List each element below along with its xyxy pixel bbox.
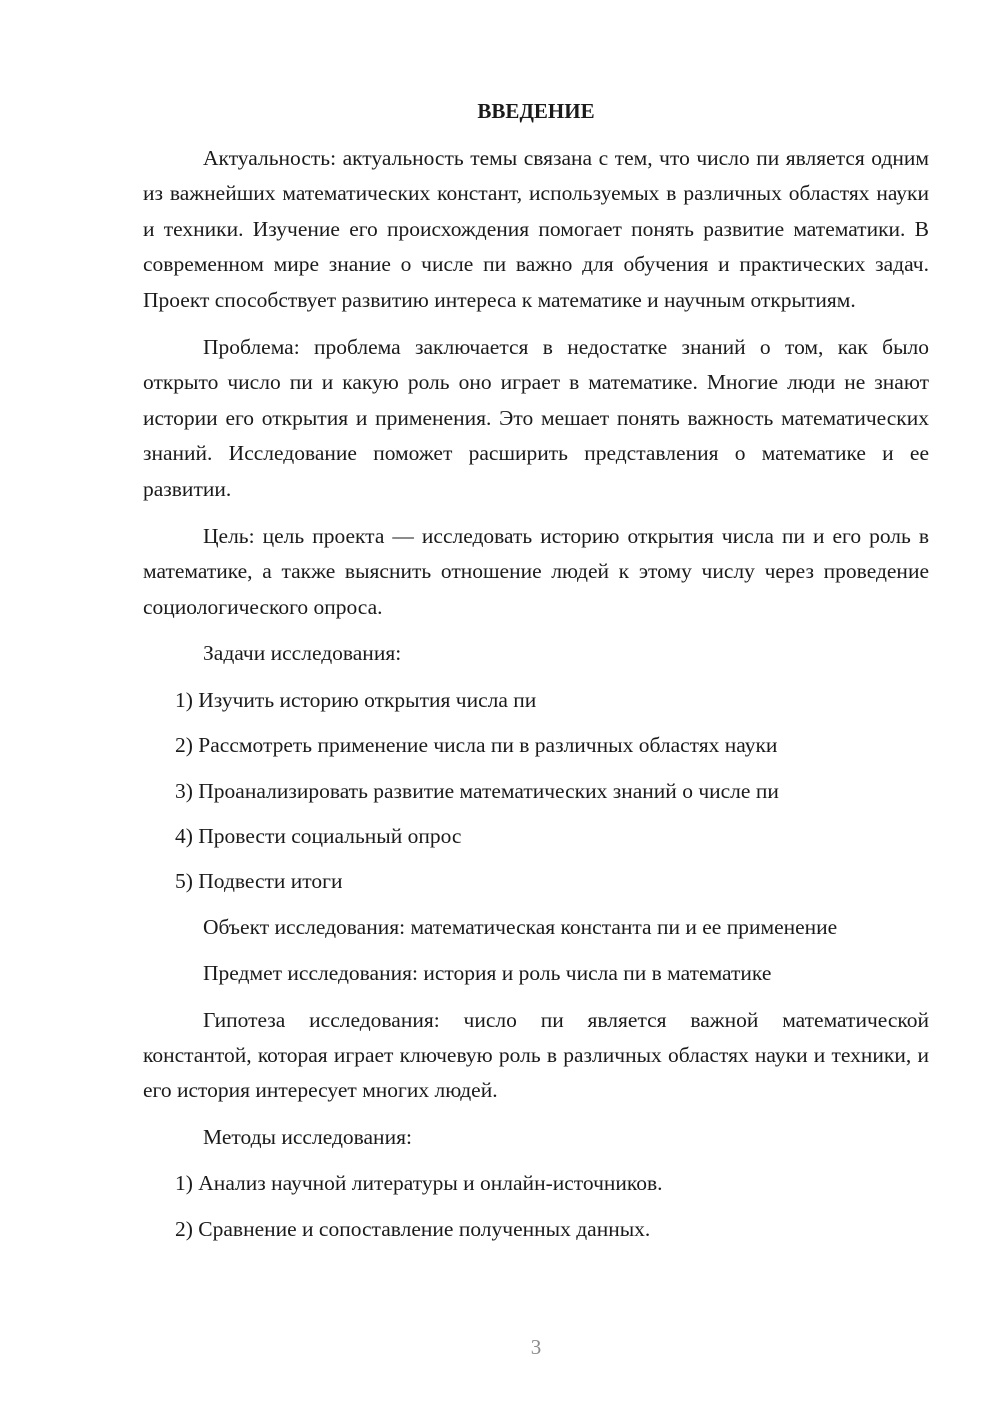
problem-paragraph: Проблема: проблема заключается в недостатке знаний о том, как было открыто число пи и какую роль оно играет в математике. Многие люди не знают истории его открытия и применения. Это мешает понять важность математических знаний. Исследование поможет расширить представления о математике и ее развитии. — [143, 335, 929, 501]
task-item: 1) Изучить историю открытия числа пи — [175, 687, 537, 712]
section-title: ВВЕДЕНИЕ — [477, 99, 595, 123]
tasks-heading: Задачи исследования: — [203, 641, 402, 666]
methods-heading: Методы исследования: — [203, 1124, 412, 1149]
task-item: 4) Провести социальный опрос — [175, 823, 462, 848]
document-body — [143, 141, 929, 1257]
method-item: 1) Анализ научной литературы и онлайн-источников. — [175, 1171, 663, 1196]
goal-paragraph: Цель: цель проекта — исследовать историю открытия числа пи и его роль в математике, а также выяснить отношение людей к этому числу через проведение социологического опроса. — [143, 524, 929, 619]
subject-paragraph: Предмет исследования: история и роль числа пи в математике — [203, 961, 772, 986]
object-paragraph: Объект исследования: математическая константа пи и ее применение — [203, 914, 838, 939]
task-item: 5) Подвести итоги — [175, 869, 343, 894]
page-number: 3 — [530, 1335, 542, 1359]
task-item: 3) Проанализировать развитие математических знаний о числе пи — [175, 778, 779, 803]
document-page — [143, 0, 929, 1414]
actuality-paragraph: Актуальность: актуальность темы связана с тем, что число пи является одним из важнейших математических констант, используемых в различных областях науки и техники. Изучение его происхождения помогает понять развитие математики. В современном мире знание о числе пи важно для обучения и практических задач. Проект способствует развитию интереса к математике и научным открытиям. — [143, 146, 929, 312]
hypothesis-paragraph: Гипотеза исследования: число пи является важной математической константой, которая играет ключевую роль в различных областях науки и техники, и его история интересует многих людей. — [143, 1007, 929, 1103]
task-item: 2) Рассмотреть применение числа пи в различных областях науки — [175, 733, 778, 758]
method-item: 2) Сравнение и сопоставление полученных данных. — [175, 1216, 651, 1241]
